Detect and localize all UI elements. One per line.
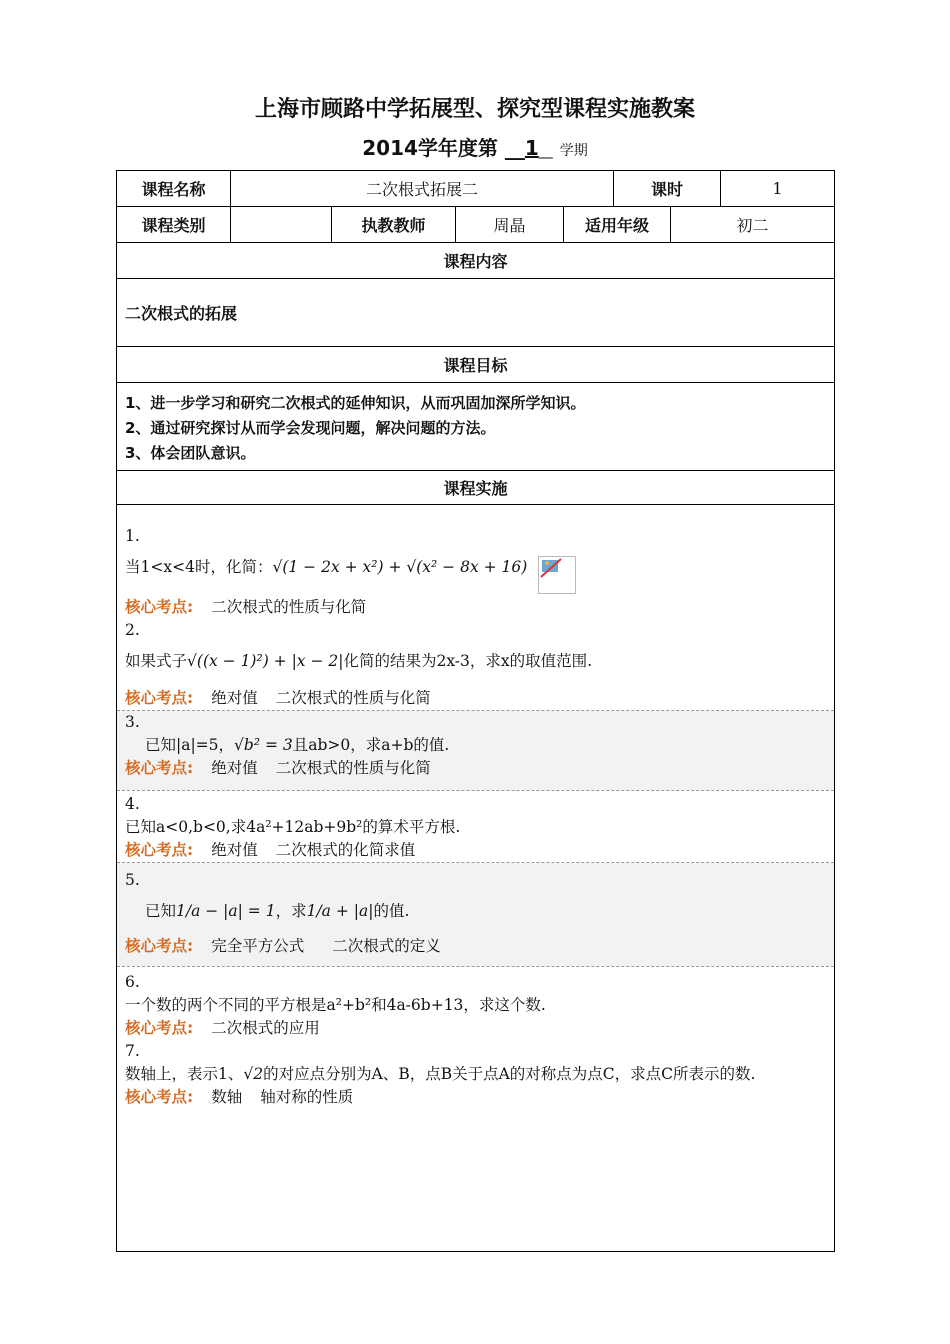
core-points: 核心考点: 数轴 轴对称的性质 [125, 1088, 354, 1106]
problem-text: 当1<x<4时，化简：√(1 − 2x + x²) + √(x² − 8x + 16) [125, 556, 825, 594]
problem-number: 1. [125, 527, 140, 545]
course-name: 二次根式拓展二 [365, 180, 478, 199]
core-points: 核心考点: 完全平方公式 二次根式的定义 [125, 937, 441, 955]
term-suffix: 学期 [559, 143, 588, 159]
problem-number: 4. [125, 795, 140, 813]
problem-block [117, 711, 834, 790]
teacher-value: 周晶 [493, 216, 526, 235]
image-placeholder-icon [538, 556, 576, 594]
content-text: 二次根式的拓展 [125, 304, 238, 323]
impl-heading: 课程实施 [443, 479, 508, 498]
goal-item: 3、体会团队意识。 [125, 444, 256, 462]
problem-number: 7. [125, 1042, 140, 1060]
goal-item: 1、进一步学习和研究二次根式的延伸知识，从而巩固加深所学知识。 [125, 394, 586, 412]
problem-block [117, 863, 834, 966]
math-expression: √((x − 1)²) + |x − 2| [187, 652, 344, 670]
year-label: 2014学年度第 [362, 136, 498, 160]
core-points: 核心考点: 二次根式的应用 [125, 1019, 320, 1037]
goals-list [125, 391, 585, 466]
problem-text: 数轴上，表示1、√2的对应点分别为A、B，点B关于点A的对称点为点C，求点C所表示的数. [125, 1065, 756, 1083]
math-expression: 1/a − |a| = 1 [176, 902, 276, 920]
hours-value: 1 [772, 179, 783, 198]
problem-number: 3. [125, 713, 140, 731]
lesson-table [116, 170, 835, 1252]
term-number: 1 [524, 136, 539, 160]
grade-value: 初二 [736, 216, 769, 235]
core-points: 核心考点: 绝对值 二次根式的性质与化简 [125, 759, 431, 777]
core-points: 核心考点: 二次根式的性质与化简 [125, 598, 367, 616]
teacher-label: 执教教师 [361, 216, 426, 235]
category-label: 课程类别 [141, 216, 206, 235]
goal-item: 2、通过研究探讨从而学会发现问题，解决问题的方法。 [125, 419, 496, 437]
problem-text: 如果式子√((x − 1)²) + |x − 2|化简的结果为2x-3，求x的取值范围. [125, 652, 593, 670]
page-title: 上海市顾路中学拓展型、探究型课程实施教案 [254, 97, 695, 122]
math-expression: √b² = 3 [234, 736, 293, 754]
content-heading: 课程内容 [443, 252, 508, 271]
math-expression: √2 [243, 1065, 264, 1083]
core-points: 核心考点: 绝对值 二次根式的性质与化简 [125, 689, 431, 707]
grade-label: 适用年级 [584, 216, 649, 235]
term-line: 2014学年度第 __1__ 学期 [362, 136, 588, 160]
hours-label: 课时 [650, 180, 683, 199]
math-expression: √(1 − 2x + x²) + √(x² − 8x + 16) [272, 558, 528, 576]
core-points: 核心考点: 绝对值 二次根式的化简求值 [125, 841, 416, 859]
problem-text: 已知a<0,b<0,求4a²+12ab+9b²的算术平方根. [125, 818, 461, 836]
problem-text: 一个数的两个不同的平方根是a²+b²和4a-6b+13，求这个数. [125, 996, 546, 1014]
problem-number: 5. [125, 871, 140, 889]
problem-text: 已知1/a − |a| = 1，求1/a + |a|的值. [145, 902, 410, 920]
problem-number: 6. [125, 973, 140, 991]
problem-list [125, 521, 825, 1109]
course-name-label: 课程名称 [141, 180, 206, 199]
category-value [231, 207, 331, 242]
problem-text: 已知|a|=5，√b² = 3且ab>0，求a+b的值. [145, 736, 450, 754]
goals-heading: 课程目标 [443, 356, 508, 375]
tag: 二次根式的性质与化简 [211, 598, 367, 616]
math-expression: 1/a + |a| [306, 902, 374, 920]
problem-number: 2. [125, 621, 140, 639]
